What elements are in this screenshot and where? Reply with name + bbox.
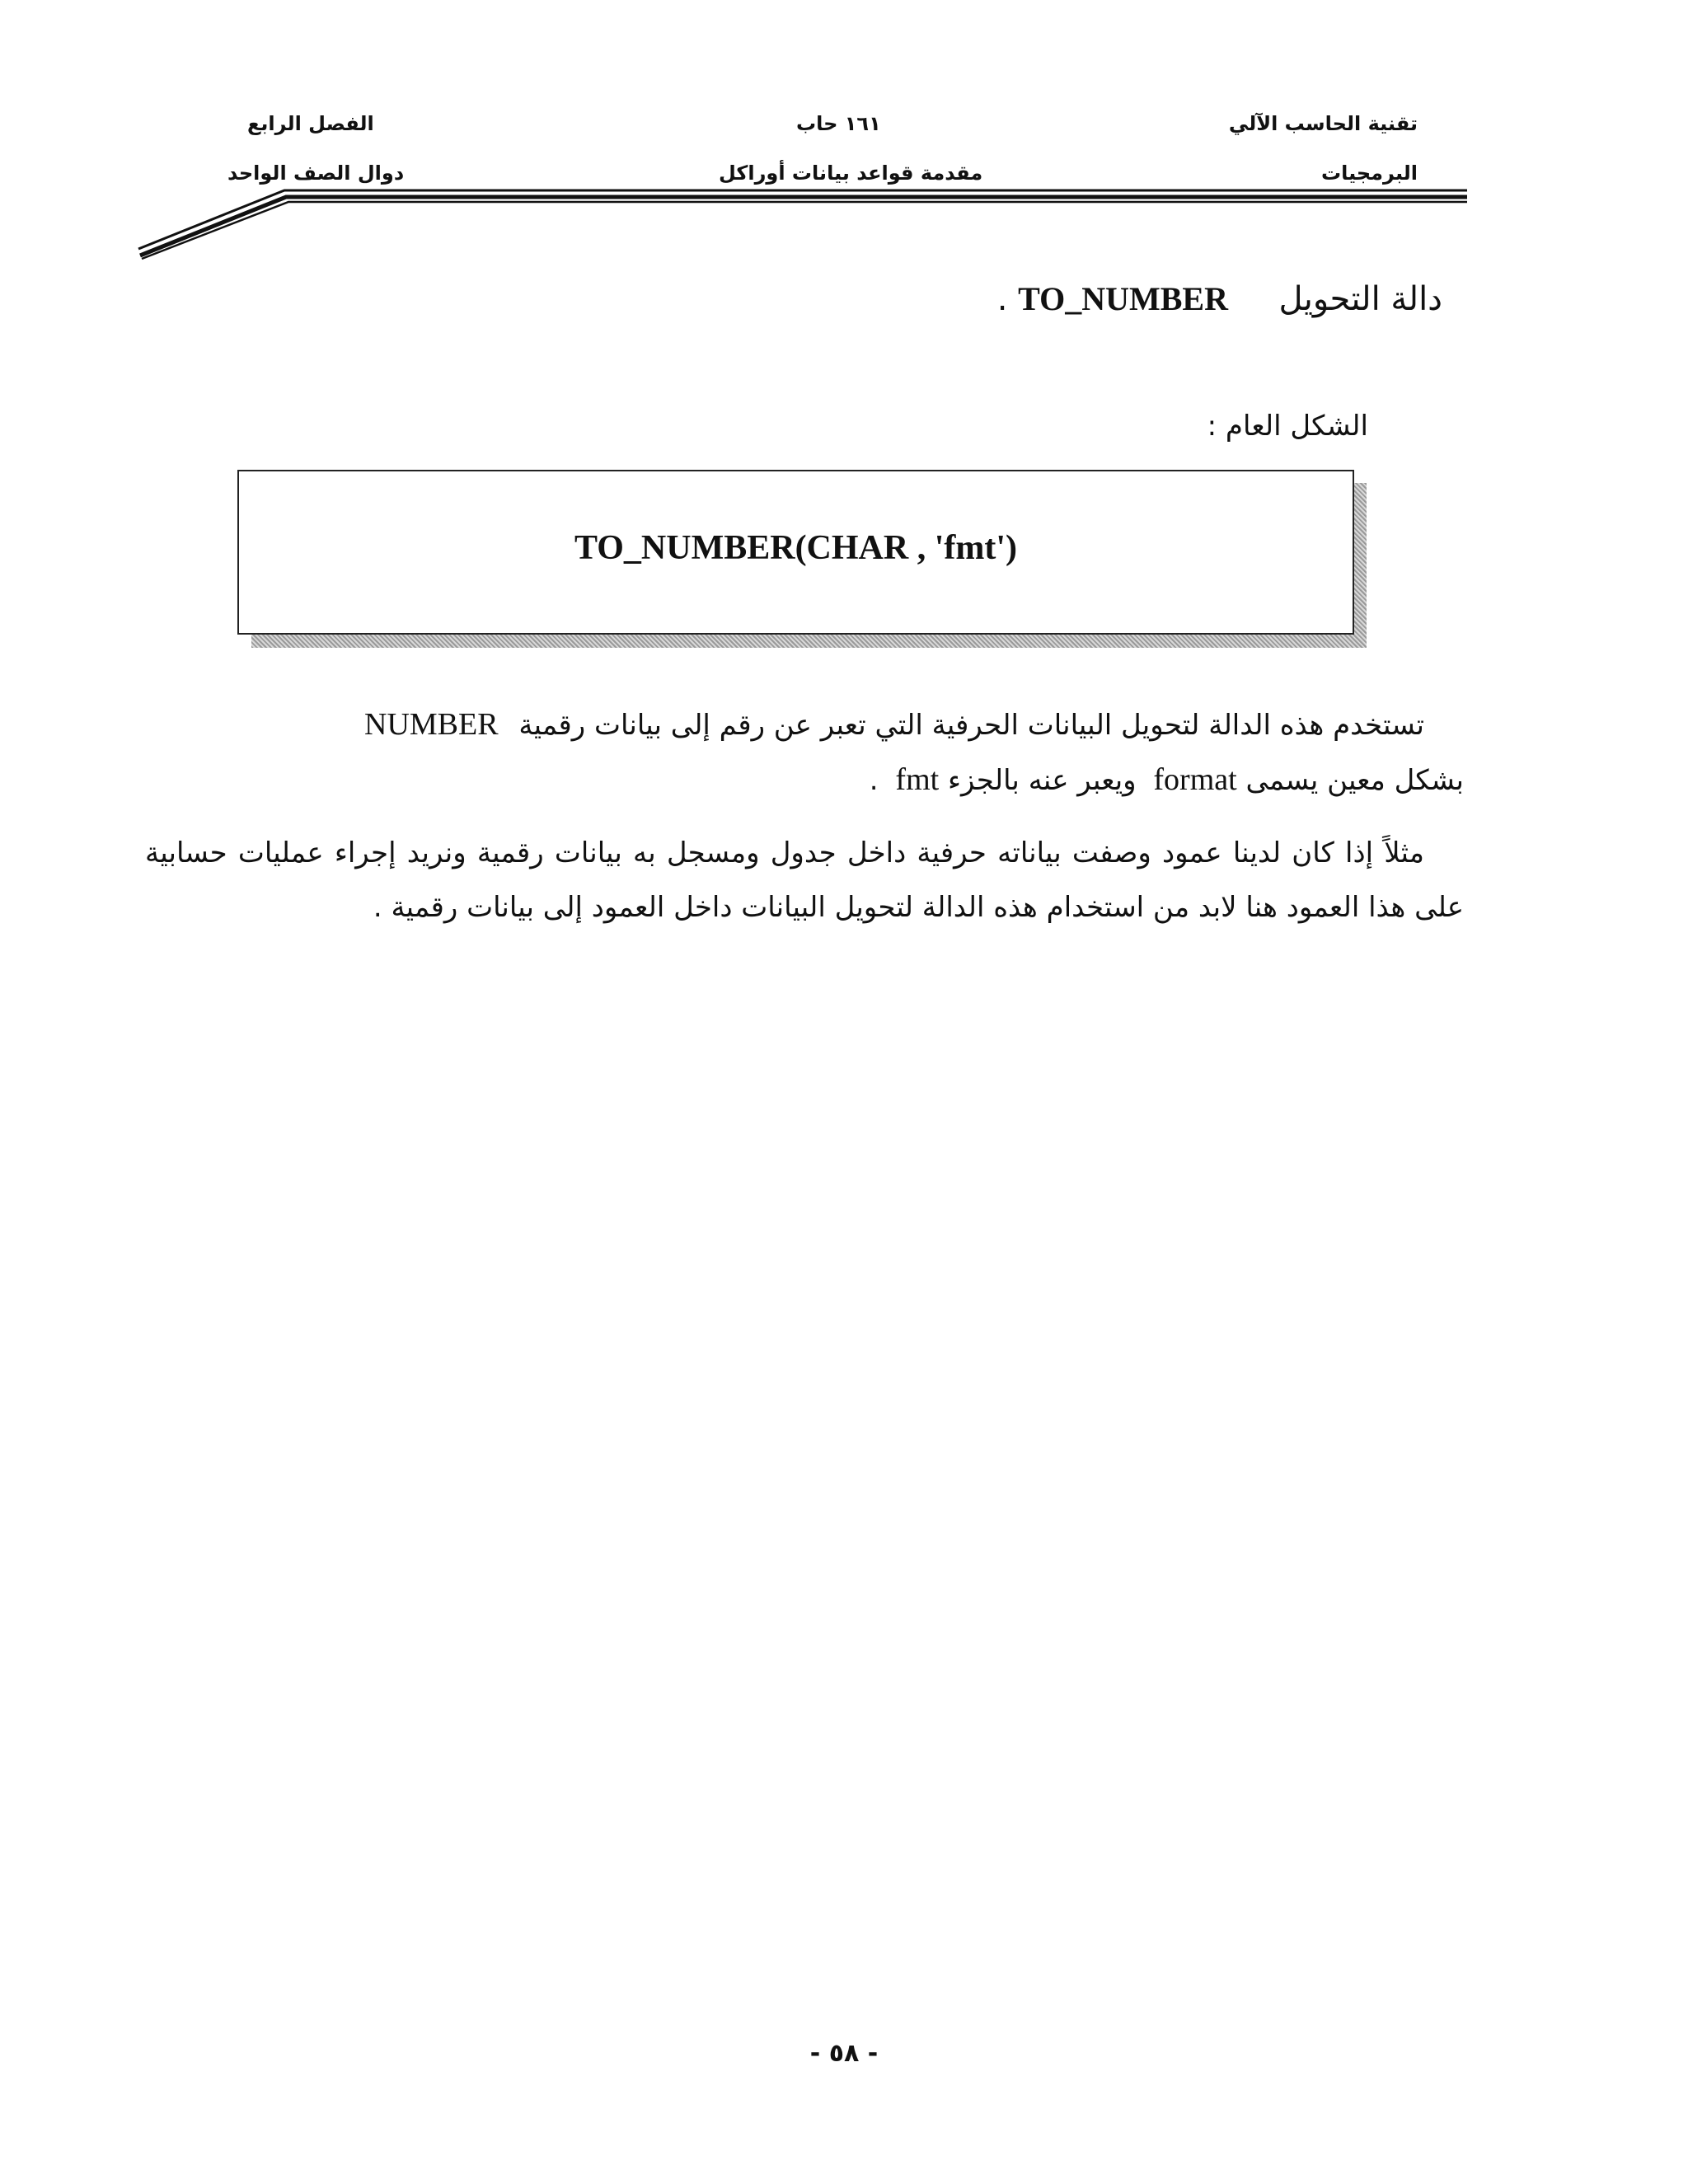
header-rule [0,0,1688,272]
title-function-name: TO_NUMBER [1018,280,1228,317]
syntax-label: الشكل العام : [1207,410,1368,443]
p1-text-2: بشكل معين يسمى [1245,764,1464,797]
p1-text-3: ويعبر عنه بالجزء [948,764,1137,797]
syntax-code: TO_NUMBER(CHAR , 'fmt') [574,529,1018,567]
header-course-code: ١٦١ حاب [796,112,881,135]
p1-text-1: تستخدم هذه الدالة لتحويل البيانات الحرفية التي تعبر عن رقم إلى بيانات رقمية [518,709,1424,742]
page-number: - ٥٨ - [809,2039,879,2068]
syntax-box [237,470,1354,635]
header-course-title: مقدمة قواعد بيانات أوراكل [719,162,983,185]
p1-code-format: format [1153,762,1237,797]
title-text: دالة التحويل [1278,280,1442,318]
header-chapter: الفصل الرابع [247,112,374,135]
p1-code-fmt: fmt [895,762,940,797]
p1-code-number: NUMBER [364,707,499,742]
p2-text: مثلاً إذا كان لدينا عمود وصفت بياناته حرفية داخل جدول ومسجل به بيانات رقمية ونريد إجراء عمليات حسابية على هذا العمود هنا لابد من استخدام هذه الدالة لتحويل البيانات داخل العمود إلى بيانات رقمية . [145,837,1464,924]
paragraph-example [145,826,1464,935]
section-title [997,277,1442,321]
p1-period: . [869,764,879,797]
title-period: . [996,280,1008,318]
header-department: البرمجيات [1320,162,1418,185]
header-institution: تقنية الحاسب الآلي [1228,112,1418,135]
paragraph-description [145,697,1464,808]
header-chapter-title: دوال الصف الواحد [227,162,405,185]
